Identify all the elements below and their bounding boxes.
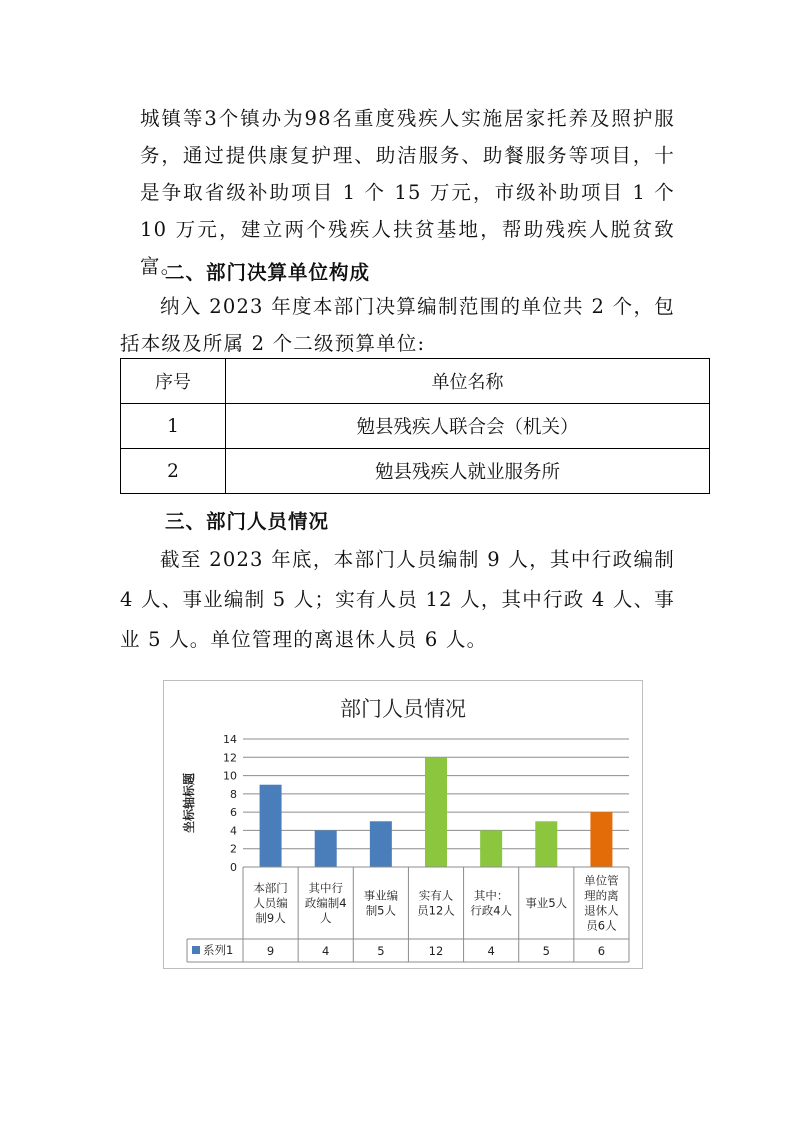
x-tick-label: 单位管 (584, 873, 619, 888)
x-tick-label: 理的离 (584, 888, 619, 903)
table-header-name: 单位名称 (226, 359, 710, 404)
y-tick-label: 0 (230, 861, 237, 874)
data-label: 6 (597, 944, 606, 958)
data-label: 5 (377, 944, 385, 958)
table-cell-name: 勉县残疾人联合会（机关） (226, 404, 710, 449)
x-tick-label: 员6人 (586, 918, 617, 933)
table-header-index: 序号 (121, 359, 226, 404)
x-tick-label: 员12人 (417, 903, 455, 918)
data-label: 12 (428, 944, 444, 958)
data-label: 4 (322, 944, 330, 958)
x-tick-label: 事业5人 (525, 896, 568, 910)
x-tick-label: 实有人 (418, 888, 454, 903)
x-tick-label: 制5人 (365, 903, 397, 918)
bar (315, 830, 337, 867)
bar (370, 821, 392, 867)
section2-heading: 二、部门决算单位构成 (165, 261, 371, 284)
y-tick-label: 2 (230, 842, 237, 856)
table-row (121, 404, 710, 449)
x-tick-label: 本部门 (253, 881, 288, 895)
y-axis-title: 坐标轴标题 (182, 772, 196, 834)
x-tick-label: 人员编 (253, 896, 288, 910)
table-cell-index: 2 (121, 449, 226, 494)
bar (590, 812, 612, 867)
x-tick-label: 制9人 (255, 911, 286, 925)
data-label: 9 (266, 944, 275, 958)
section3-heading: 三、部门人员情况 (165, 510, 330, 533)
legend-swatch (192, 946, 200, 954)
x-tick-label: 行政4人 (470, 903, 513, 918)
section2-paragraph-text: 纳入 2023 年度本部门决算编制范围的单位共 2 个，包括本级及所属 2 个二级预算单位: (120, 295, 675, 355)
y-tick-label: 12 (223, 751, 237, 765)
section3-paragraph (120, 540, 675, 660)
section2-paragraph (120, 288, 675, 362)
y-tick-label: 6 (230, 806, 237, 820)
x-tick-label: 其中： (473, 888, 509, 903)
bar (425, 757, 447, 867)
y-tick-label: 14 (223, 733, 237, 746)
x-tick-label: 其中行 (308, 881, 343, 895)
section3-paragraph-text: 截至 2023 年底，本部门人员编制 9 人，其中行政编制 4 人、事业编制 5 人；实有人员 12 人，其中行政 4 人、事业 5 人。单位管理的离退休人员 6 人。 (120, 548, 675, 651)
table-cell-index: 1 (121, 404, 226, 449)
x-tick-label: 人 (319, 911, 332, 925)
x-tick-label: 事业编 (363, 888, 399, 903)
y-tick-label: 10 (223, 769, 237, 783)
bar (260, 785, 282, 867)
x-tick-label: 政编制4 (304, 896, 347, 910)
chart-title: 部门人员情况 (340, 697, 466, 721)
intro-paragraph-text: 城镇等3个镇办为98名重度残疾人实施居家托养及照护服务，通过提供康复护理、助洁服务、助餐服务等项目，十是争取省级补助项目 1 个 15 万元，市级补助项目 1 个 10 万元，建立两个残疾人扶贫基地，帮助残疾人脱贫致富。 (140, 107, 675, 278)
staff-chart (163, 680, 643, 969)
staff-bar-chart (164, 681, 642, 968)
data-label: 5 (542, 944, 550, 958)
units-table (120, 358, 710, 494)
table-row (121, 449, 710, 494)
table-cell-name: 勉县残疾人就业服务所 (226, 449, 710, 494)
bar (480, 830, 502, 867)
data-label: 4 (487, 944, 495, 958)
x-tick-label: 退休人 (584, 903, 619, 918)
legend-label: 系列1 (203, 943, 234, 957)
table-header-row (121, 359, 710, 404)
bar (535, 821, 557, 867)
y-tick-label: 4 (230, 824, 237, 838)
y-tick-label: 8 (230, 787, 237, 801)
